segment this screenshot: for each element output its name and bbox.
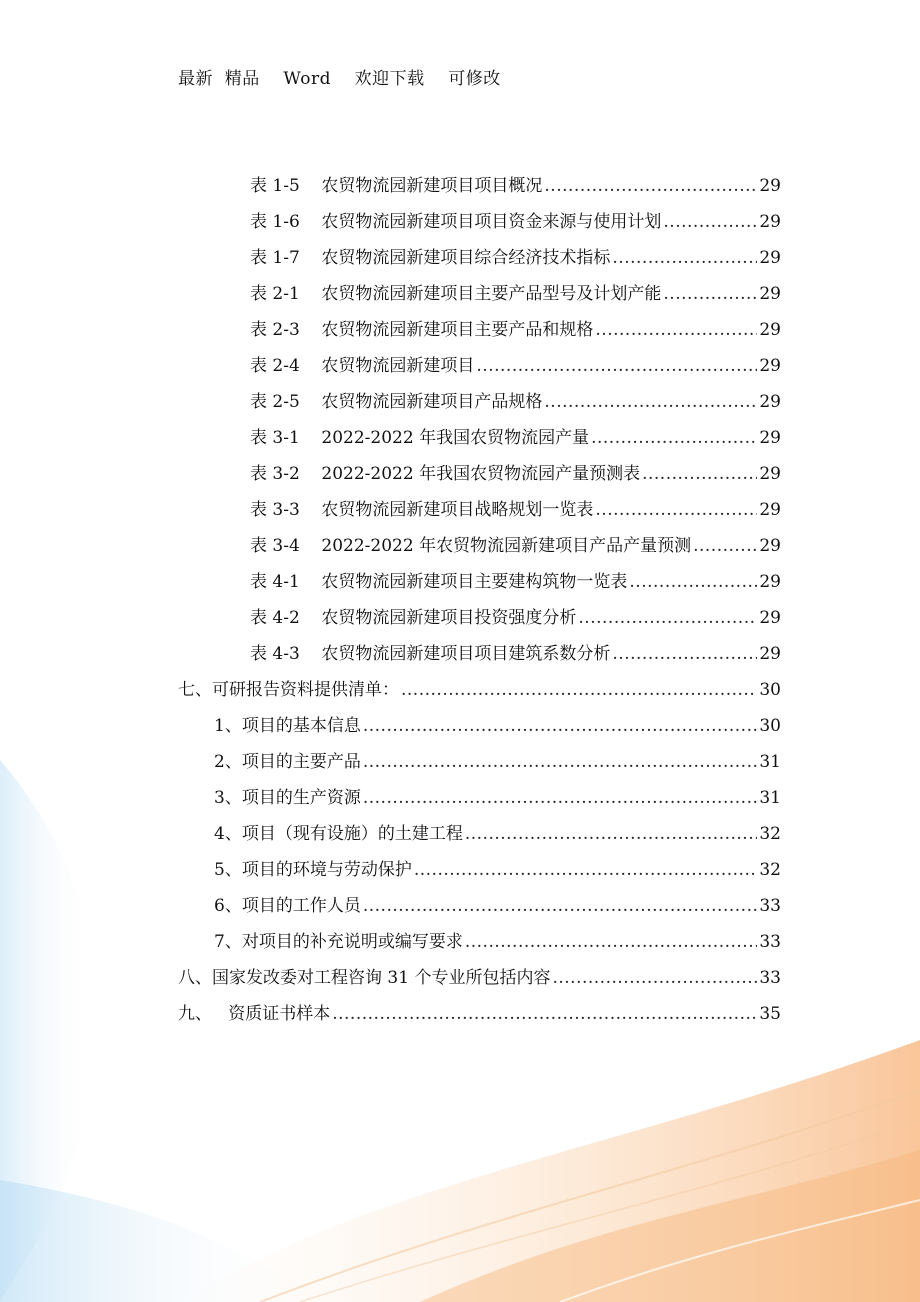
- toc-leader-dots: [642, 462, 757, 486]
- toc-leader-dots: [663, 282, 757, 306]
- toc-leader-dots: [629, 570, 757, 594]
- toc-leader-dots: [414, 858, 758, 882]
- toc-leader-dots: [544, 174, 757, 198]
- toc-page-number: 30: [759, 680, 781, 700]
- toc-leader-dots: [465, 930, 758, 954]
- toc-entry-label: 6、项目的工作人员: [214, 896, 361, 916]
- toc-entry[interactable]: [250, 570, 781, 594]
- toc-entry[interactable]: [250, 246, 781, 270]
- toc-entry[interactable]: [250, 174, 781, 198]
- toc-subentry[interactable]: [214, 714, 781, 738]
- toc-page-number: 29: [759, 536, 781, 556]
- toc-entry[interactable]: [250, 606, 781, 630]
- toc-section-7[interactable]: [178, 678, 781, 702]
- toc-subentry[interactable]: [214, 750, 781, 774]
- toc-page-number: 29: [759, 644, 781, 664]
- toc-leader-dots: [465, 822, 758, 846]
- toc-entry[interactable]: [250, 210, 781, 234]
- toc-entry-label: 7、对项目的补充说明或编写要求: [214, 932, 463, 952]
- toc-entry[interactable]: [250, 642, 781, 666]
- toc-entry-label: 表 4-2 农贸物流园新建项目投资强度分析: [250, 608, 577, 628]
- toc-leader-dots: [612, 642, 757, 666]
- toc-entry-label: 表 2-4 农贸物流园新建项目: [250, 356, 475, 376]
- toc-page-number: 33: [759, 896, 781, 916]
- toc-entry-label: 表 1-7 农贸物流园新建项目综合经济技术指标: [250, 248, 611, 268]
- toc-entry[interactable]: [250, 498, 781, 522]
- toc-entry-label: 表 4-3 农贸物流园新建项目项目建筑系数分析: [250, 644, 611, 664]
- toc-leader-dots: [552, 966, 757, 990]
- toc-entry-label: 表 2-5 农贸物流园新建项目产品规格: [250, 392, 543, 412]
- toc-entry-label: 2、项目的主要产品: [214, 752, 361, 772]
- toc-leader-dots: [363, 714, 758, 738]
- toc-entry[interactable]: [250, 318, 781, 342]
- toc-page-number: 29: [759, 356, 781, 376]
- toc-subentry[interactable]: [214, 894, 781, 918]
- toc-page-number: 29: [759, 572, 781, 592]
- toc-section-8[interactable]: [178, 966, 781, 990]
- toc-leader-dots: [401, 678, 757, 702]
- toc-leader-dots: [591, 426, 757, 450]
- toc-leader-dots: [544, 390, 757, 414]
- toc-entry-label: 3、项目的生产资源: [214, 788, 361, 808]
- toc-page-number: 29: [759, 284, 781, 304]
- toc-leader-dots: [476, 354, 757, 378]
- toc-entry[interactable]: [250, 390, 781, 414]
- toc-entry-label: 表 1-5 农贸物流园新建项目项目概况: [250, 176, 543, 196]
- toc-page-number: 29: [759, 608, 781, 628]
- toc-entry-label: 表 2-1 农贸物流园新建项目主要产品型号及计划产能: [250, 284, 662, 304]
- toc-entry[interactable]: [250, 534, 781, 558]
- toc-leader-dots: [363, 786, 758, 810]
- toc-entry-label: 八、国家发改委对工程咨询 31 个专业所包括内容: [178, 968, 551, 988]
- toc-leader-dots: [332, 1002, 757, 1026]
- toc-entry-label: 1、项目的基本信息: [214, 716, 361, 736]
- toc-subentry[interactable]: [214, 930, 781, 954]
- toc-page-number: 32: [759, 860, 781, 880]
- toc-subentry[interactable]: [214, 822, 781, 846]
- toc-page-number: 31: [759, 752, 781, 772]
- toc-entry[interactable]: [250, 354, 781, 378]
- toc-subentry[interactable]: [214, 786, 781, 810]
- toc-page-number: 29: [759, 212, 781, 232]
- toc-page-number: 31: [759, 788, 781, 808]
- toc-page-number: 33: [759, 968, 781, 988]
- toc-page-number: 29: [759, 464, 781, 484]
- toc-leader-dots: [663, 210, 757, 234]
- toc-page-number: 33: [759, 932, 781, 952]
- toc-page-number: 29: [759, 248, 781, 268]
- toc-entry-label: 表 4-1 农贸物流园新建项目主要建构筑物一览表: [250, 572, 628, 592]
- toc-leader-dots: [578, 606, 757, 630]
- toc-page-number: 29: [759, 176, 781, 196]
- toc-section-9[interactable]: [178, 1002, 781, 1026]
- toc-entry-label: 表 2-3 农贸物流园新建项目主要产品和规格: [250, 320, 594, 340]
- toc-page-number: 29: [759, 392, 781, 412]
- toc-page-number: 35: [759, 1004, 781, 1024]
- toc-leader-dots: [595, 498, 757, 522]
- toc-page-number: 30: [759, 716, 781, 736]
- toc-entry[interactable]: [250, 462, 781, 486]
- toc-page-number: 29: [759, 500, 781, 520]
- toc-entry-label: 表 3-2 2022-2022 年我国农贸物流园产量预测表: [250, 464, 641, 484]
- toc-leader-dots: [612, 246, 757, 270]
- toc-entry-label: 5、项目的环境与劳动保护: [214, 860, 412, 880]
- page-header: 最新 精品 Word 欢迎下载 可修改: [178, 69, 501, 89]
- toc-page-number: 29: [759, 428, 781, 448]
- toc-entry-label: 九、 资质证书样本: [178, 1004, 331, 1024]
- toc-leader-dots: [363, 894, 758, 918]
- toc-leader-dots: [363, 750, 758, 774]
- toc-entry-label: 表 3-4 2022-2022 年农贸物流园新建项目产品产量预测: [250, 536, 692, 556]
- toc-entry-label: 4、项目（现有设施）的土建工程: [214, 824, 463, 844]
- toc-entry-label: 表 1-6 农贸物流园新建项目项目资金来源与使用计划: [250, 212, 662, 232]
- toc-page-number: 32: [759, 824, 781, 844]
- toc-entry-label: 表 3-1 2022-2022 年我国农贸物流园产量: [250, 428, 590, 448]
- toc-entry[interactable]: [250, 282, 781, 306]
- toc-leader-dots: [693, 534, 757, 558]
- toc-leader-dots: [595, 318, 757, 342]
- toc-entry-label: 表 3-3 农贸物流园新建项目战略规划一览表: [250, 500, 594, 520]
- toc-entry-label: 七、可研报告资料提供清单：: [178, 680, 399, 700]
- toc-subentry[interactable]: [214, 858, 781, 882]
- toc-page-number: 29: [759, 320, 781, 340]
- toc-entry[interactable]: [250, 426, 781, 450]
